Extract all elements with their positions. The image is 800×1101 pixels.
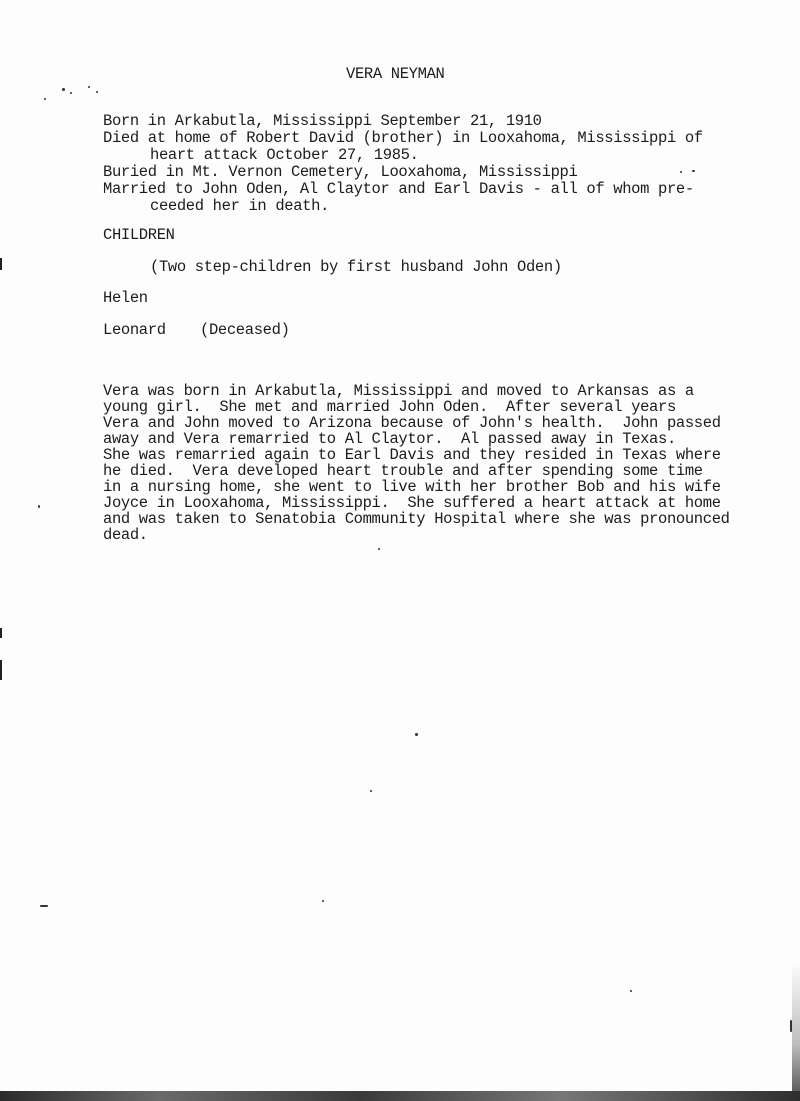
burial-line: Buried in Mt. Vernon Cemetery, Looxahoma, Mississippi <box>103 163 578 181</box>
scan-speck <box>38 505 40 508</box>
scan-speck <box>62 88 65 91</box>
scan-speck <box>96 91 98 93</box>
biography-line: he died. Vera developed heart trouble and after spending some time <box>103 462 703 480</box>
biography-line: Vera and John moved to Arizona because of John's health. John passed <box>103 414 721 432</box>
marriage-line-continued: ceeded her in death. <box>150 197 330 215</box>
birth-line: Born in Arkabutla, Mississippi September 21, 1910 <box>103 112 542 130</box>
scan-speck <box>370 790 372 792</box>
biography-line: She was remarried again to Earl Davis and they resided in Texas where <box>103 446 721 464</box>
death-line-continued: heart attack October 27, 1985. <box>150 146 419 164</box>
scan-speck <box>322 900 324 902</box>
scan-edge-mark <box>0 628 2 638</box>
biography-line: young girl. She met and married John Oden. After several years <box>103 398 676 416</box>
scan-shadow-bottom <box>0 1091 800 1101</box>
scan-edge-mark <box>0 660 2 680</box>
biography-line: in a nursing home, she went to live with her brother Bob and his wife <box>103 478 721 496</box>
scan-speck <box>378 548 380 550</box>
biography-line: dead. <box>103 526 148 544</box>
scan-speck <box>692 170 695 172</box>
marriage-line: Married to John Oden, Al Claytor and Earl Davis - all of whom pre- <box>103 180 694 198</box>
scan-speck <box>44 98 46 100</box>
scan-speck <box>88 86 90 88</box>
child-note-deceased: (Deceased) <box>200 321 290 339</box>
death-line: Died at home of Robert David (brother) in Looxahoma, Mississippi of <box>103 129 703 147</box>
step-children-note: (Two step-children by first husband John Oden) <box>150 258 562 276</box>
scan-edge-mark <box>0 258 2 270</box>
biography-line: away and Vera remarried to Al Claytor. Al passed away in Texas. <box>103 430 676 448</box>
child-name-leonard: Leonard <box>103 321 166 339</box>
biography-line: Joyce in Looxahoma, Mississippi. She suffered a heart attack at home <box>103 494 721 512</box>
scan-speck <box>680 171 682 173</box>
scan-speck <box>415 733 418 736</box>
scan-speck <box>630 990 632 992</box>
document-title: VERA NEYMAN <box>346 65 445 83</box>
scan-speck <box>70 92 72 94</box>
biography-line: Vera was born in Arkabutla, Mississippi and moved to Arkansas as a <box>103 382 694 400</box>
biography-line: and was taken to Senatobia Community Hospital where she was pronounced <box>103 510 730 528</box>
scan-speck <box>40 905 48 907</box>
child-name-helen: Helen <box>103 289 148 307</box>
scan-shadow-right <box>792 960 800 1101</box>
children-heading: CHILDREN <box>103 226 175 244</box>
